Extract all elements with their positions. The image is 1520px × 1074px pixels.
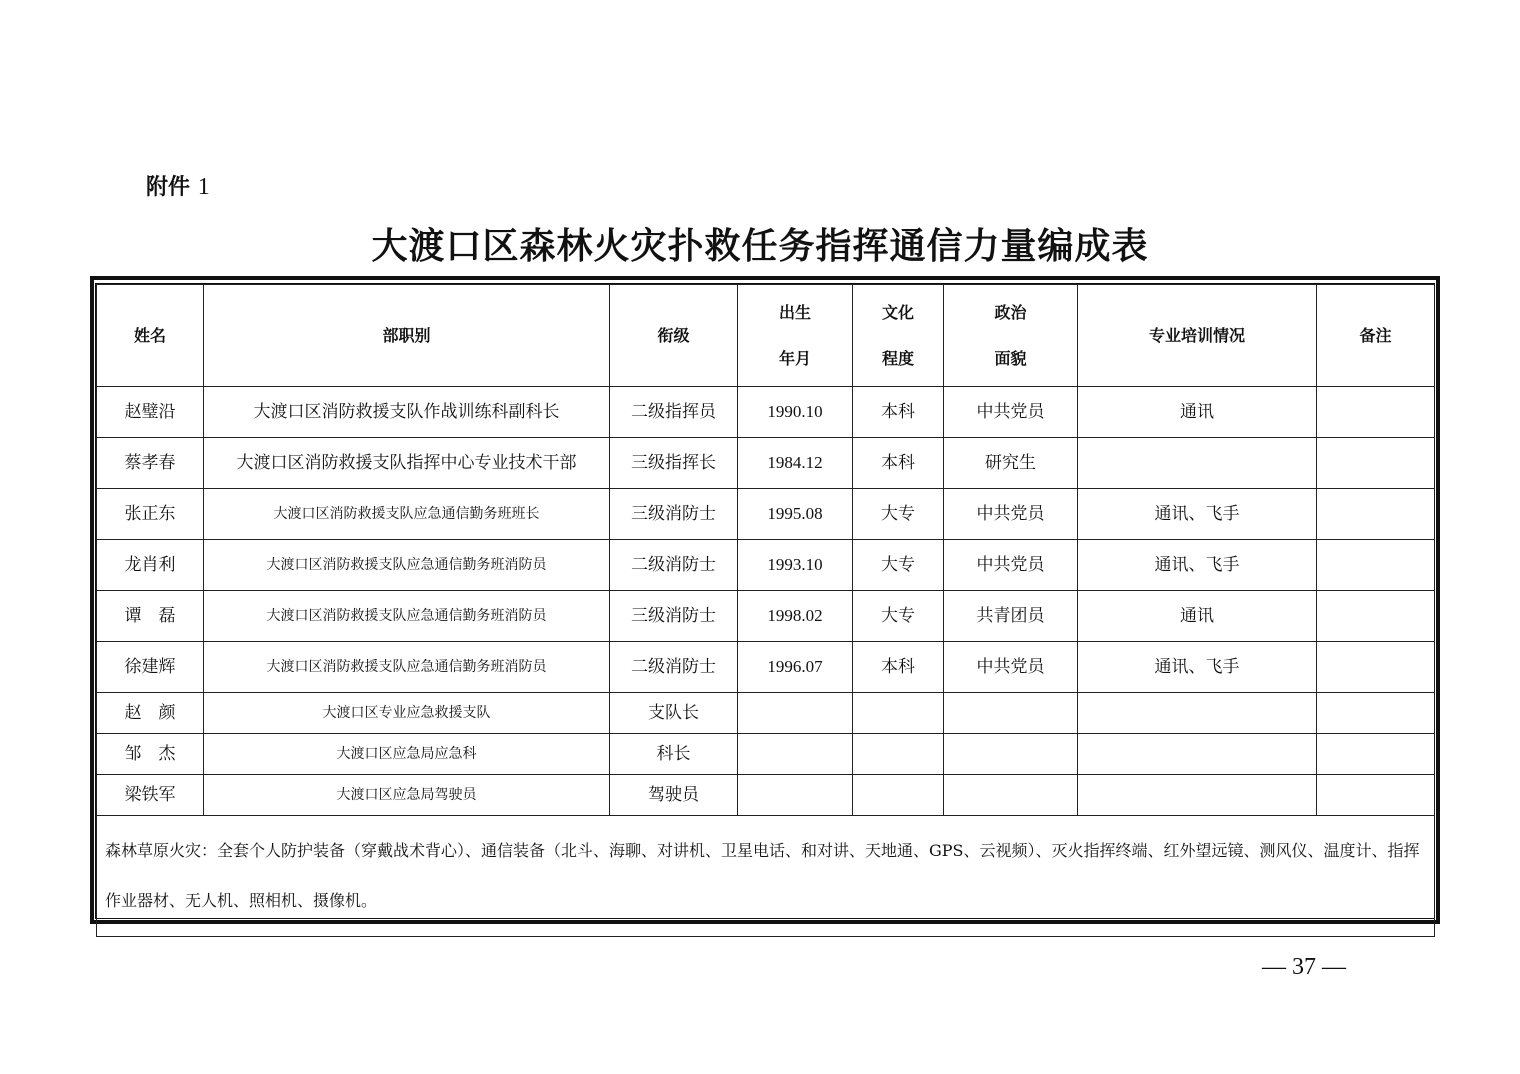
cell-remarks <box>1317 642 1435 693</box>
page-title: 大渡口区森林火灾扑救任务指挥通信力量编成表 <box>371 225 1149 267</box>
cell-rank: 二级消防士 <box>610 540 738 591</box>
header-row <box>97 285 1435 387</box>
cell-political: 中共党员 <box>944 489 1078 540</box>
cell-dept: 大渡口区消防救援支队应急通信勤务班消防员 <box>204 540 610 591</box>
cell-remarks <box>1317 693 1435 734</box>
header-remarks: 备注 <box>1317 285 1435 387</box>
cell-dept: 大渡口区应急局驾驶员 <box>204 775 610 816</box>
cell-training: 通讯 <box>1078 387 1317 438</box>
cell-political: 中共党员 <box>944 387 1078 438</box>
attachment-number: 1 <box>197 174 210 200</box>
cell-political <box>944 693 1078 734</box>
cell-remarks <box>1317 489 1435 540</box>
cell-rank: 二级指挥员 <box>610 387 738 438</box>
cell-birth: 1995.08 <box>738 489 853 540</box>
cell-training: 通讯 <box>1078 591 1317 642</box>
cell-remarks <box>1317 438 1435 489</box>
cell-political <box>944 734 1078 775</box>
cell-education: 本科 <box>853 387 944 438</box>
table-row <box>97 775 1435 816</box>
cell-training <box>1078 775 1317 816</box>
table-row <box>97 734 1435 775</box>
cell-rank: 驾驶员 <box>610 775 738 816</box>
cell-education: 大专 <box>853 489 944 540</box>
attachment-label <box>146 170 210 201</box>
table-row <box>97 540 1435 591</box>
cell-birth: 1984.12 <box>738 438 853 489</box>
header-political-line1: 政治 <box>994 303 1027 323</box>
header-training: 专业培训情况 <box>1078 285 1317 387</box>
cell-dept: 大渡口区消防救援支队应急通信勤务班消防员 <box>204 591 610 642</box>
cell-name: 龙肖利 <box>97 540 204 591</box>
cell-birth <box>738 734 853 775</box>
cell-rank: 三级消防士 <box>610 489 738 540</box>
cell-education: 本科 <box>853 438 944 489</box>
cell-name: 徐建辉 <box>97 642 204 693</box>
table-row <box>97 591 1435 642</box>
page-number: — 37 — <box>1262 954 1346 980</box>
header-education-line1: 文化 <box>881 303 914 323</box>
cell-remarks <box>1317 387 1435 438</box>
cell-rank: 科长 <box>610 734 738 775</box>
cell-education <box>853 693 944 734</box>
cell-remarks <box>1317 540 1435 591</box>
cell-political <box>944 775 1078 816</box>
cell-dept: 大渡口区消防救援支队应急通信勤务班消防员 <box>204 642 610 693</box>
table-row <box>97 438 1435 489</box>
equipment-note: 森林草原火灾：全套个人防护装备（穿戴战术背心）、通信装备（北斗、海聊、对讲机、卫星电话、和对讲、天地通、GPS、云视频）、灭火指挥终端、红外望远镜、测风仪、温度计、指挥作业器材、无人机、照相机、摄像机。 <box>97 816 1435 937</box>
cell-rank: 二级消防士 <box>610 642 738 693</box>
cell-birth <box>738 775 853 816</box>
header-dept: 部职别 <box>204 285 610 387</box>
cell-name: 张正东 <box>97 489 204 540</box>
cell-rank: 支队长 <box>610 693 738 734</box>
cell-training: 通讯、飞手 <box>1078 489 1317 540</box>
cell-birth: 1990.10 <box>738 387 853 438</box>
cell-name: 邹 杰 <box>97 734 204 775</box>
cell-name: 梁铁军 <box>97 775 204 816</box>
cell-training: 通讯、飞手 <box>1078 642 1317 693</box>
cell-dept: 大渡口区消防救援支队指挥中心专业技术干部 <box>204 438 610 489</box>
cell-dept: 大渡口区应急局应急科 <box>204 734 610 775</box>
header-name: 姓名 <box>97 285 204 387</box>
header-political-line2: 面貌 <box>994 348 1027 368</box>
attachment-label-text: 附件 <box>146 175 191 200</box>
cell-training <box>1078 734 1317 775</box>
table-row <box>97 693 1435 734</box>
cell-training: 通讯、飞手 <box>1078 540 1317 591</box>
table-row <box>97 489 1435 540</box>
cell-political: 中共党员 <box>944 642 1078 693</box>
cell-dept: 大渡口区消防救援支队作战训练科副科长 <box>204 387 610 438</box>
cell-training <box>1078 438 1317 489</box>
cell-remarks <box>1317 734 1435 775</box>
cell-political: 研究生 <box>944 438 1078 489</box>
cell-education: 大专 <box>853 540 944 591</box>
cell-education <box>853 734 944 775</box>
header-birth-line1: 出生 <box>778 303 811 323</box>
cell-political: 中共党员 <box>944 540 1078 591</box>
cell-education: 本科 <box>853 642 944 693</box>
cell-birth: 1998.02 <box>738 591 853 642</box>
cell-birth: 1993.10 <box>738 540 853 591</box>
cell-remarks <box>1317 591 1435 642</box>
equipment-note-row <box>97 816 1435 937</box>
cell-name: 赵璧沿 <box>97 387 204 438</box>
cell-name: 赵 颜 <box>97 693 204 734</box>
cell-name: 蔡孝春 <box>97 438 204 489</box>
header-political <box>944 285 1078 387</box>
cell-birth: 1996.07 <box>738 642 853 693</box>
header-rank: 衔级 <box>610 285 738 387</box>
cell-education <box>853 775 944 816</box>
cell-dept: 大渡口区专业应急救援支队 <box>204 693 610 734</box>
table-row <box>97 387 1435 438</box>
header-education-line2: 程度 <box>881 348 914 368</box>
cell-birth <box>738 693 853 734</box>
cell-rank: 三级指挥长 <box>610 438 738 489</box>
roster-table <box>96 284 1435 937</box>
header-birth-line2: 年月 <box>778 348 811 368</box>
cell-training <box>1078 693 1317 734</box>
cell-education: 大专 <box>853 591 944 642</box>
cell-name: 谭 磊 <box>97 591 204 642</box>
cell-political: 共青团员 <box>944 591 1078 642</box>
header-birth <box>738 285 853 387</box>
table-row <box>97 642 1435 693</box>
cell-rank: 三级消防士 <box>610 591 738 642</box>
cell-remarks <box>1317 775 1435 816</box>
header-education <box>853 285 944 387</box>
cell-dept: 大渡口区消防救援支队应急通信勤务班班长 <box>204 489 610 540</box>
